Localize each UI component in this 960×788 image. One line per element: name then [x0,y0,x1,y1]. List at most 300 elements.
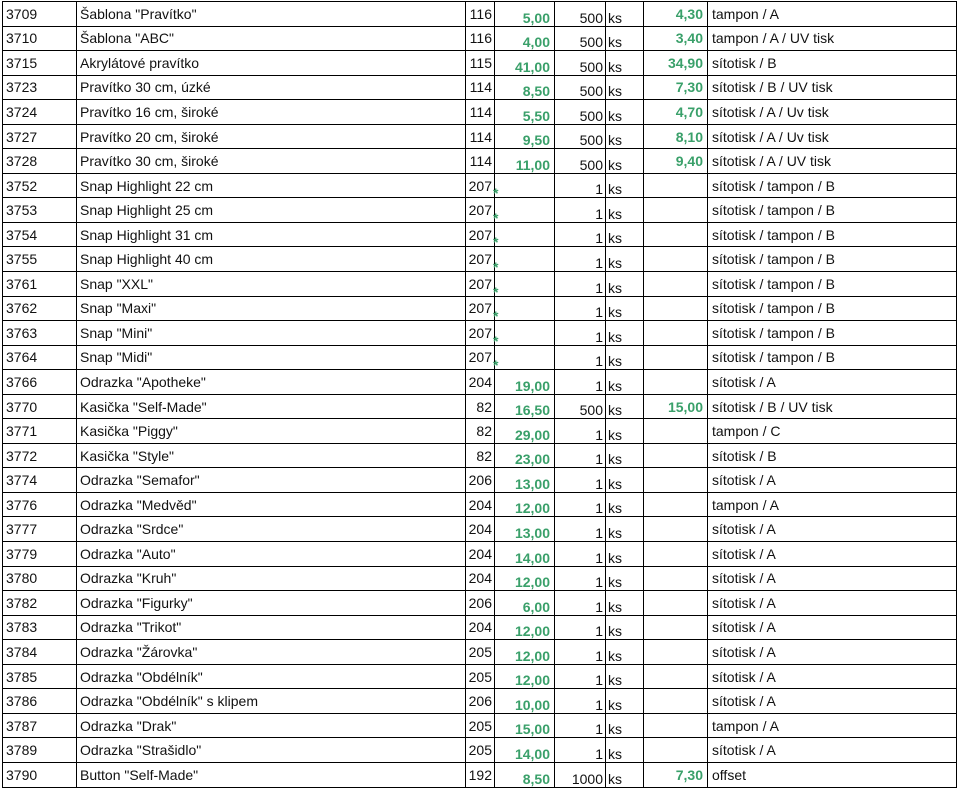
item-name [77,468,466,493]
bulk-price [644,713,708,738]
unit-label-text: ks [608,647,622,664]
item-name-text: Kasička "Style" [80,447,174,464]
min-quantity-text: 1 [595,205,603,222]
unit-label [606,75,644,100]
unit-label [606,713,644,738]
min-quantity-text: 1 [595,451,603,468]
group-number-text: 207 [468,251,492,268]
bulk-price [644,762,708,787]
group-number [466,51,495,76]
min-quantity [555,689,606,714]
item-name [77,26,466,51]
bulk-price [644,75,708,100]
item-code-text: 3715 [6,54,38,71]
item-code [3,370,77,395]
print-method [708,2,957,27]
price-list-rows [3,2,957,788]
table-row [3,394,957,419]
table-row [3,517,957,542]
bulk-price [644,640,708,665]
item-code [3,566,77,591]
table-row [3,222,957,247]
unit-label-text: ks [608,721,622,738]
min-quantity [555,100,606,125]
item-code [3,198,77,223]
price-list-table [2,1,957,788]
print-method [708,124,957,149]
item-code-text: 3755 [6,251,38,268]
print-method [708,591,957,616]
group-number [466,2,495,27]
item-name-text: Akrylátové pravítko [80,54,200,71]
min-quantity [555,296,606,321]
table-row [3,124,957,149]
unit-label-text: ks [608,475,622,492]
bulk-price [644,51,708,76]
unit-label [606,492,644,517]
item-code [3,51,77,76]
unit-label [606,566,644,591]
item-code [3,517,77,542]
group-number [466,198,495,223]
table-row [3,100,957,125]
unit-price-text: 29,00 [514,426,550,443]
print-method [708,370,957,395]
print-method [708,173,957,198]
item-code [3,443,77,468]
item-name [77,272,466,297]
group-number [466,762,495,787]
group-number-text: 205 [468,643,492,660]
table-row [3,615,957,640]
group-number-text: 207 [468,300,492,317]
unit-price [495,713,555,738]
print-method [708,100,957,125]
unit-price [493,173,555,202]
unit-price [495,615,555,640]
min-quantity-text: 1 [595,304,603,321]
print-method-text: sítotisk / A [712,373,776,390]
item-name-text: Odrazka "Figurky" [80,594,193,611]
item-code [3,738,77,763]
unit-price-text: 5,50 [522,107,550,124]
unit-label-text: ks [608,598,622,615]
print-method-text: sítotisk / tampon / B [712,275,835,292]
item-code [3,664,77,689]
item-name [77,566,466,591]
print-method [708,542,957,567]
item-code-text: 3772 [6,447,38,464]
print-method [708,689,957,714]
print-method [708,713,957,738]
min-quantity-text: 1000 [571,770,603,787]
item-name-text: Odrazka "Apotheke" [80,373,206,390]
group-number-text: 205 [468,742,492,759]
min-quantity-text: 1 [595,181,603,198]
item-code-text: 3782 [6,594,38,611]
unit-label-text: ks [608,402,622,419]
min-quantity-text: 1 [595,500,603,517]
print-method [708,443,957,468]
item-code-text: 3774 [6,472,38,489]
item-code-text: 3727 [6,128,38,145]
item-name-text: Kasička "Self-Made" [80,398,207,415]
unit-label-text: ks [608,377,622,394]
group-number [466,419,495,444]
print-method [708,345,957,370]
group-number [466,615,495,640]
unit-price [495,492,555,517]
unit-label-text: ks [608,745,622,762]
table-row [3,762,957,787]
group-number [466,321,495,346]
item-name-text: Odrazka "Obdélník" s klipem [80,693,259,710]
group-number-text: 205 [468,717,492,734]
min-quantity [555,272,606,297]
item-name-text: Odrazka "Kruh" [80,570,177,587]
table-row [3,247,957,272]
item-name-text: Odrazka "Semafor" [80,472,200,489]
table-row [3,468,957,493]
unit-label [606,542,644,567]
table-row [3,296,957,321]
item-code [3,492,77,517]
item-name [77,296,466,321]
min-quantity-text: 1 [595,377,603,394]
item-name [77,75,466,100]
item-name-text: Odrazka "Auto" [80,545,176,562]
item-name [77,394,466,419]
table-row [3,272,957,297]
min-quantity-text: 500 [579,402,603,419]
unit-label-text: ks [608,500,622,517]
print-method-text: sítotisk / tampon / B [712,226,835,243]
print-method [708,492,957,517]
unit-label [606,272,644,297]
item-code-text: 3762 [6,300,38,317]
item-code-text: 3710 [6,30,38,47]
item-name-text: Šablona "ABC" [80,30,174,47]
min-quantity-text: 500 [579,156,603,173]
min-quantity [555,247,606,272]
group-number [466,542,495,567]
group-number-text: 206 [468,472,492,489]
min-quantity-text: 1 [595,745,603,762]
item-name [77,370,466,395]
group-number-text: 82 [476,423,492,440]
unit-label-text: ks [608,107,622,124]
print-method [708,394,957,419]
item-name-text: Button "Self-Made" [80,766,199,783]
print-method-text: sítotisk / A / UV tisk [712,153,832,170]
print-method-text: tampon / A [712,496,779,513]
asterisk-mark: * [493,234,499,251]
min-quantity [555,443,606,468]
print-method-text: sítotisk / A [712,570,776,587]
unit-price [495,26,555,51]
unit-price [495,738,555,763]
print-method [708,75,957,100]
unit-price-text: 41,00 [514,58,550,75]
min-quantity [555,468,606,493]
min-quantity [555,615,606,640]
bulk-price [644,542,708,567]
unit-price [495,762,555,787]
unit-price-text: 15,00 [514,721,550,738]
bulk-price [644,272,708,297]
unit-price [493,321,555,349]
unit-label [606,689,644,714]
item-code [3,689,77,714]
unit-label [606,517,644,542]
unit-label-text: ks [608,623,622,640]
min-quantity-text: 1 [595,696,603,713]
min-quantity [555,762,606,787]
table-row [3,149,957,174]
table-row [3,419,957,444]
item-code-text: 3728 [6,153,38,170]
group-number [466,370,495,395]
item-name [77,591,466,616]
bulk-price [644,492,708,517]
item-name [77,222,466,247]
item-name-text: Pravítko 30 cm, široké [80,153,219,170]
unit-price-text: 19,00 [514,377,550,394]
print-method-text: sítotisk / B / UV tisk [712,398,833,415]
group-number-text: 206 [468,594,492,611]
group-number-text: 114 [469,79,492,96]
min-quantity-text: 1 [595,353,603,370]
print-method-text: sítotisk / tampon / B [712,324,835,341]
bulk-price [644,26,708,51]
item-name-text: Odrazka "Drak" [80,717,177,734]
unit-price [493,345,555,374]
print-method [708,566,957,591]
unit-price [495,443,555,468]
bulk-price [644,222,708,247]
min-quantity [555,492,606,517]
min-quantity [555,345,606,370]
item-name [77,419,466,444]
unit-label [606,591,644,616]
unit-label-text: ks [608,353,622,370]
item-code-text: 3779 [6,545,38,562]
unit-label [606,738,644,763]
item-name [77,198,466,223]
unit-label-text: ks [608,156,622,173]
min-quantity [555,566,606,591]
group-number [466,124,495,149]
asterisk-mark: * [493,209,499,226]
unit-price [493,247,555,276]
min-quantity [555,640,606,665]
item-name [77,173,466,198]
item-name-text: Odrazka "Obdélník" [80,668,203,685]
item-name-text: Snap Highlight 31 cm [80,226,214,243]
item-name [77,345,466,370]
item-code-text: 3784 [6,643,38,660]
unit-price [495,640,555,665]
unit-price-text: 9,50 [522,132,550,149]
unit-label [606,321,644,346]
item-name [77,247,466,272]
item-name [77,443,466,468]
bulk-price [644,615,708,640]
item-code [3,394,77,419]
bulk-price-text: 34,90 [667,54,703,71]
min-quantity-text: 1 [595,426,603,443]
min-quantity [555,591,606,616]
item-name-text: Odrazka "Medvěd" [80,496,197,513]
bulk-price [644,198,708,223]
group-number-text: 116 [469,30,492,47]
print-method [708,272,957,297]
min-quantity-text: 1 [595,574,603,591]
print-method [708,762,957,787]
item-name-text: Kasička "Piggy" [80,423,178,440]
min-quantity [555,173,606,198]
print-method-text: tampon / C [712,423,781,440]
unit-price [493,272,555,300]
unit-label-text: ks [608,181,622,198]
item-code [3,124,77,149]
min-quantity-text: 500 [579,9,603,26]
bulk-price [644,591,708,616]
group-number [466,640,495,665]
min-quantity-text: 1 [595,647,603,664]
item-name [77,664,466,689]
bulk-price [644,443,708,468]
bulk-price [644,468,708,493]
table-row [3,738,957,763]
item-name [77,615,466,640]
unit-price [493,222,555,251]
item-name [77,640,466,665]
item-name-text: Snap "Mini" [80,324,153,341]
group-number-text: 192 [468,766,492,783]
unit-price-text: 8,50 [522,83,550,100]
asterisk-mark: * [493,259,499,276]
unit-label-text: ks [608,255,622,272]
print-method-text: sítotisk / B / UV tisk [712,79,833,96]
group-number [466,566,495,591]
item-code [3,247,77,272]
bulk-price-text: 15,00 [667,398,703,415]
bulk-price-text: 8,10 [675,128,703,145]
unit-label [606,664,644,689]
item-code [3,26,77,51]
print-method-text: sítotisk / A [712,472,776,489]
item-code-text: 3789 [6,742,38,759]
bulk-price [644,321,708,346]
bulk-price-text: 4,30 [675,5,703,22]
table-row [3,345,957,370]
min-quantity-text: 500 [579,83,603,100]
group-number [466,394,495,419]
unit-label [606,247,644,272]
bulk-price-text: 7,30 [675,766,703,783]
item-name-text: Snap "XXL" [80,275,153,292]
group-number [466,26,495,51]
unit-price [495,2,555,27]
unit-price-text: 10,00 [514,696,550,713]
bulk-price [644,738,708,763]
group-number-text: 114 [469,103,492,120]
unit-price-text: 5,00 [522,9,550,26]
group-number-text: 207 [468,226,492,243]
unit-label [606,394,644,419]
group-number [466,345,495,370]
item-code [3,713,77,738]
item-code [3,75,77,100]
item-name-text: Snap Highlight 25 cm [80,202,214,219]
min-quantity [555,370,606,395]
group-number [466,591,495,616]
table-row [3,26,957,51]
unit-price [495,468,555,493]
group-number-text: 206 [468,693,492,710]
unit-label-text: ks [608,132,622,149]
item-code-text: 3724 [6,103,38,120]
item-code [3,542,77,567]
item-code-text: 3709 [6,5,38,22]
item-name-text: Snap Highlight 40 cm [80,251,214,268]
min-quantity [555,124,606,149]
item-code [3,345,77,370]
item-code-text: 3777 [6,521,38,538]
group-number-text: 207 [468,324,492,341]
group-number [466,468,495,493]
item-name-text: Šablona "Pravítko" [80,5,197,22]
group-number-text: 204 [468,619,492,636]
min-quantity-text: 500 [579,34,603,51]
print-method-text: sítotisk / A [712,545,776,562]
table-row [3,591,957,616]
unit-price [495,517,555,542]
print-method [708,640,957,665]
item-name-text: Odrazka "Trikot" [80,619,182,636]
bulk-price-text: 9,40 [675,153,703,170]
min-quantity [555,321,606,346]
unit-price [495,566,555,591]
group-number [466,689,495,714]
group-number-text: 114 [469,128,492,145]
min-quantity [555,713,606,738]
table-row [3,689,957,714]
group-number [466,443,495,468]
unit-price-text: 12,00 [514,672,550,689]
group-number-text: 82 [476,447,492,464]
unit-price [495,100,555,125]
unit-label [606,124,644,149]
group-number-text: 204 [468,570,492,587]
item-name [77,762,466,787]
print-method-text: sítotisk / A [712,619,776,636]
unit-price-text: 12,00 [514,574,550,591]
group-number [466,517,495,542]
group-number [466,149,495,174]
min-quantity [555,198,606,223]
bulk-price [644,370,708,395]
unit-label-text: ks [608,34,622,51]
item-name [77,2,466,27]
min-quantity [555,542,606,567]
print-method [708,738,957,763]
asterisk-mark: * [493,332,499,349]
item-code [3,762,77,787]
min-quantity-text: 1 [595,525,603,542]
unit-price [495,149,555,174]
